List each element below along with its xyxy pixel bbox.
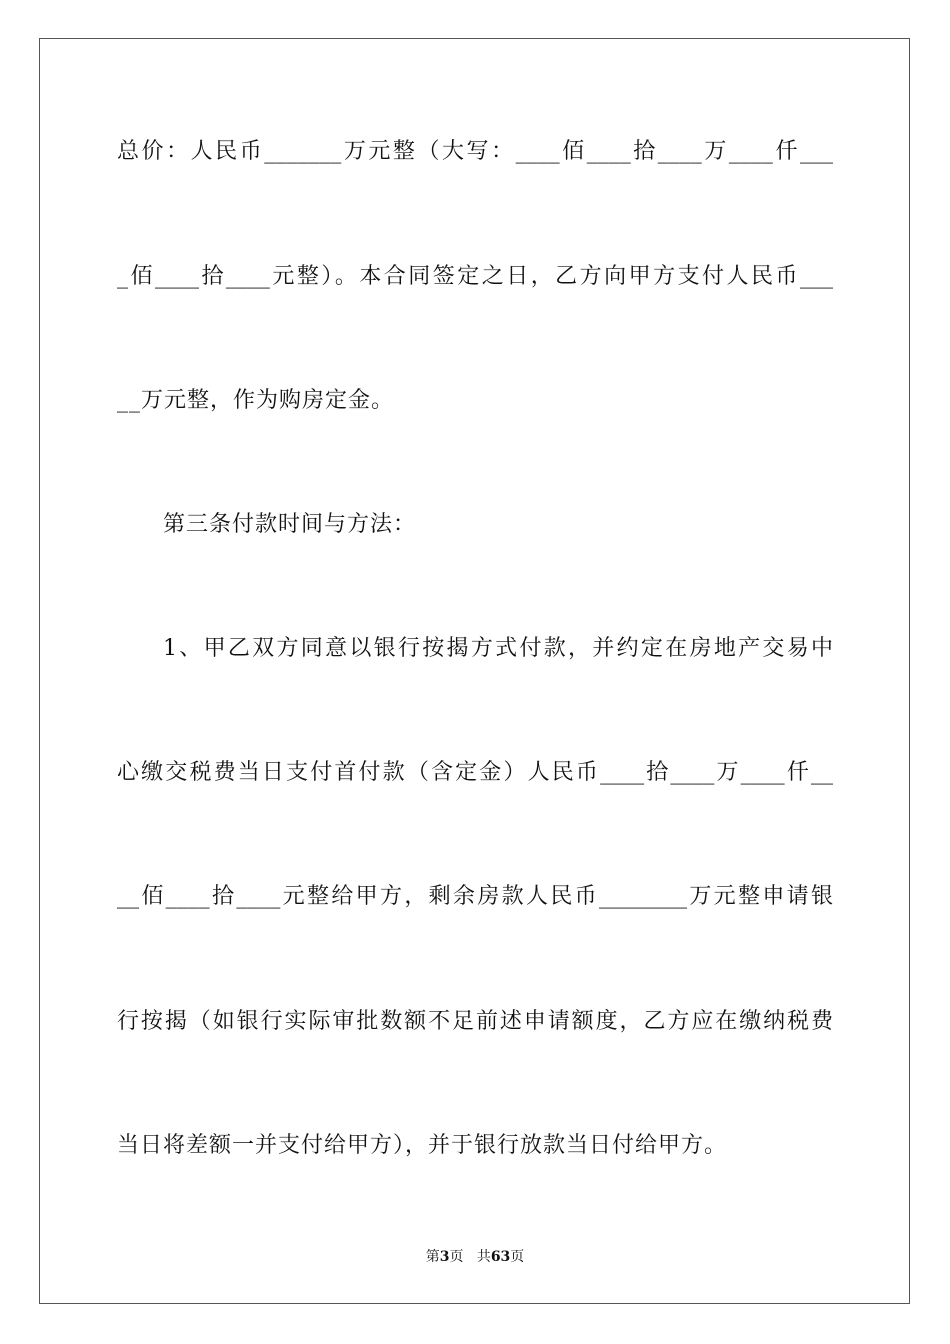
body-line-8: 行按揭（如银行实际审批数额不足前述申请额度，乙方应在缴纳税费 (117, 1009, 833, 1034)
footer-page-prefix: 第 (425, 1249, 440, 1265)
footer-total-pages: 63 (490, 1249, 511, 1265)
page-footer (0, 1248, 950, 1266)
body-line-2: _佰____拾____元整）。本合同签定之日，乙方向甲方支付人民币___ (117, 264, 833, 289)
footer-total-prefix: 共 (476, 1249, 491, 1265)
body-line-9: 当日将差额一并支付给甲方），并于银行放款当日付给甲方。 (117, 1133, 728, 1158)
page-frame (39, 38, 910, 1304)
section-heading-article-3: 第三条付款时间与方法： (163, 512, 417, 537)
footer-total-suffix: 页 (510, 1249, 525, 1265)
body-line-6: 心缴交税费当日支付首付款（含定金）人民币____拾____万____仟__ (117, 760, 833, 785)
body-line-1: 总价：人民币_______万元整（大写：____佰____拾____万____仟___ (117, 139, 833, 164)
body-line-7: __佰____拾____元整给甲方，剩余房款人民币________万元整申请银 (117, 884, 833, 909)
body-line-3: __万元整，作为购房定金。 (117, 388, 395, 413)
footer-current-page: 3 (439, 1249, 450, 1265)
body-line-5: 1、甲乙双方同意以银行按揭方式付款，并约定在房地产交易中 (163, 636, 833, 661)
footer-page-suffix: 页 (449, 1249, 464, 1265)
